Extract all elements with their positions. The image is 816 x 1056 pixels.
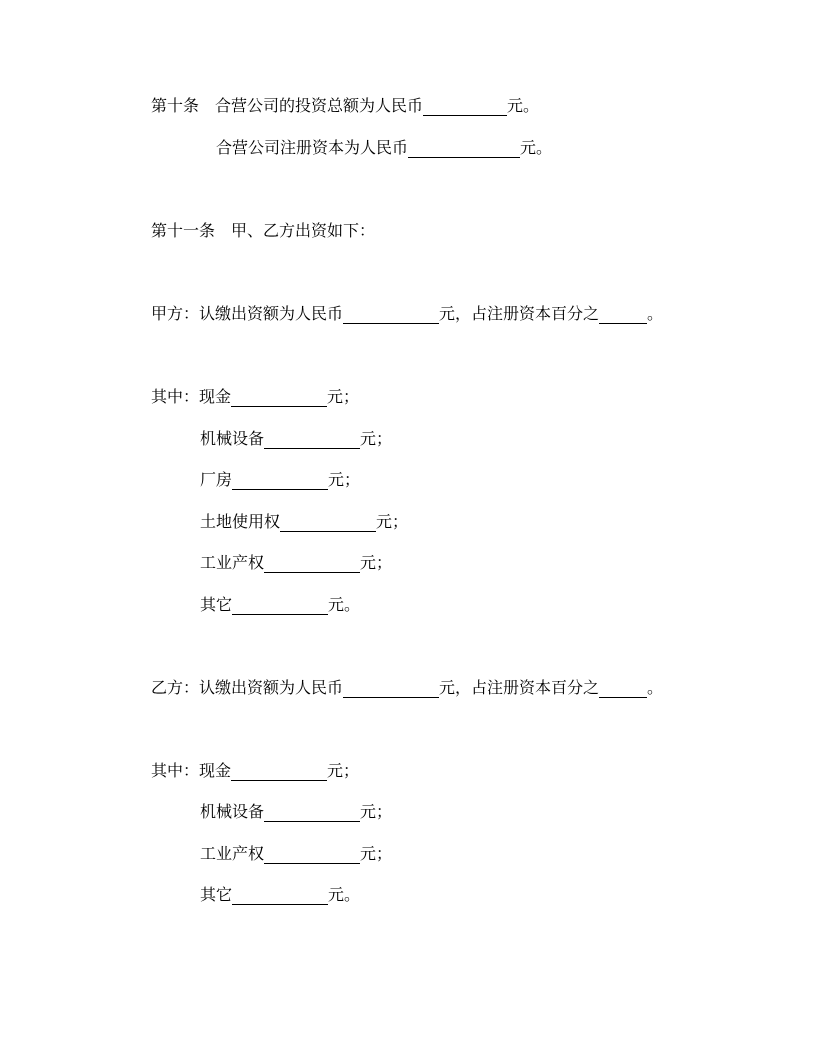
- party-b-item-industrial-property: [200, 844, 392, 864]
- item-unit: 元；: [360, 553, 393, 572]
- article-11-heading: [151, 221, 375, 241]
- party-a-percent-blank[interactable]: [599, 306, 647, 324]
- item-label: 其它: [200, 595, 233, 614]
- item-label: 工业产权: [200, 844, 265, 863]
- party-a-end: 。: [647, 304, 664, 323]
- item-label: 其它: [200, 885, 233, 904]
- party-a-amount-blank[interactable]: [343, 306, 439, 324]
- party-b-item-machinery: [200, 802, 392, 822]
- party-a-land-use-right-blank[interactable]: [280, 514, 376, 532]
- party-a-item-cash: [151, 387, 359, 407]
- party-b-item-other: [200, 885, 360, 905]
- party-b-industrial-property-blank[interactable]: [264, 846, 360, 864]
- party-a-machinery-blank[interactable]: [264, 431, 360, 449]
- item-unit: 元；: [360, 802, 393, 821]
- total-investment-unit: 元。: [507, 96, 540, 115]
- party-a-factory-blank[interactable]: [232, 472, 328, 490]
- item-label: 机械设备: [200, 802, 265, 821]
- total-investment-label: 合营公司的投资总额为人民币: [215, 96, 424, 115]
- article-10-total-investment: [151, 96, 539, 116]
- party-a-percent-label: 元，占注册资本百分之: [439, 304, 600, 323]
- item-label: 厂房: [200, 470, 233, 489]
- item-label: 机械设备: [200, 429, 265, 448]
- party-a-contribution-label: 甲方：认缴出资额为人民币: [151, 304, 344, 323]
- item-unit: 元；: [360, 429, 393, 448]
- item-unit: 元。: [328, 595, 361, 614]
- party-a-industrial-property-blank[interactable]: [264, 555, 360, 573]
- registered-capital-label: 合营公司注册资本为人民币: [216, 138, 409, 157]
- party-b-amount-blank[interactable]: [343, 680, 439, 698]
- party-a-item-factory: [200, 470, 360, 490]
- item-unit: 元；: [328, 470, 361, 489]
- item-label: 工业产权: [200, 553, 265, 572]
- party-a-item-other: [200, 595, 360, 615]
- item-unit: 元；: [376, 512, 409, 531]
- article-11-text: 甲、乙方出资如下：: [231, 221, 376, 240]
- party-b-other-blank[interactable]: [232, 887, 328, 905]
- party-b-end: 。: [647, 678, 664, 697]
- item-unit: 元；: [327, 387, 360, 406]
- item-unit: 元。: [328, 885, 361, 904]
- total-investment-blank[interactable]: [423, 98, 507, 116]
- item-label: 现金: [199, 761, 232, 780]
- party-b-machinery-blank[interactable]: [264, 804, 360, 822]
- party-b-breakdown-label: 其中：: [151, 761, 200, 780]
- article-10-registered-capital: [216, 138, 552, 158]
- item-unit: 元；: [327, 761, 360, 780]
- item-unit: 元；: [360, 844, 393, 863]
- article-number: 第十条: [151, 96, 200, 115]
- party-b-percent-label: 元，占注册资本百分之: [439, 678, 600, 697]
- party-b-contribution-label: 乙方：认缴出资额为人民币: [151, 678, 344, 697]
- item-label: 土地使用权: [200, 512, 281, 531]
- registered-capital-blank[interactable]: [408, 140, 520, 158]
- party-a-contribution: [151, 304, 663, 324]
- party-b-contribution: [151, 678, 663, 698]
- party-a-cash-blank[interactable]: [231, 389, 327, 407]
- party-b-cash-blank[interactable]: [231, 763, 327, 781]
- party-b-percent-blank[interactable]: [599, 680, 647, 698]
- party-b-item-cash: [151, 761, 359, 781]
- party-a-item-machinery: [200, 429, 392, 449]
- party-a-other-blank[interactable]: [232, 597, 328, 615]
- registered-capital-unit: 元。: [520, 138, 553, 157]
- party-a-item-industrial-property: [200, 553, 392, 573]
- article-number: 第十一条: [151, 221, 216, 240]
- party-a-breakdown-label: 其中：: [151, 387, 200, 406]
- party-a-item-land-use-right: [200, 512, 408, 532]
- item-label: 现金: [199, 387, 232, 406]
